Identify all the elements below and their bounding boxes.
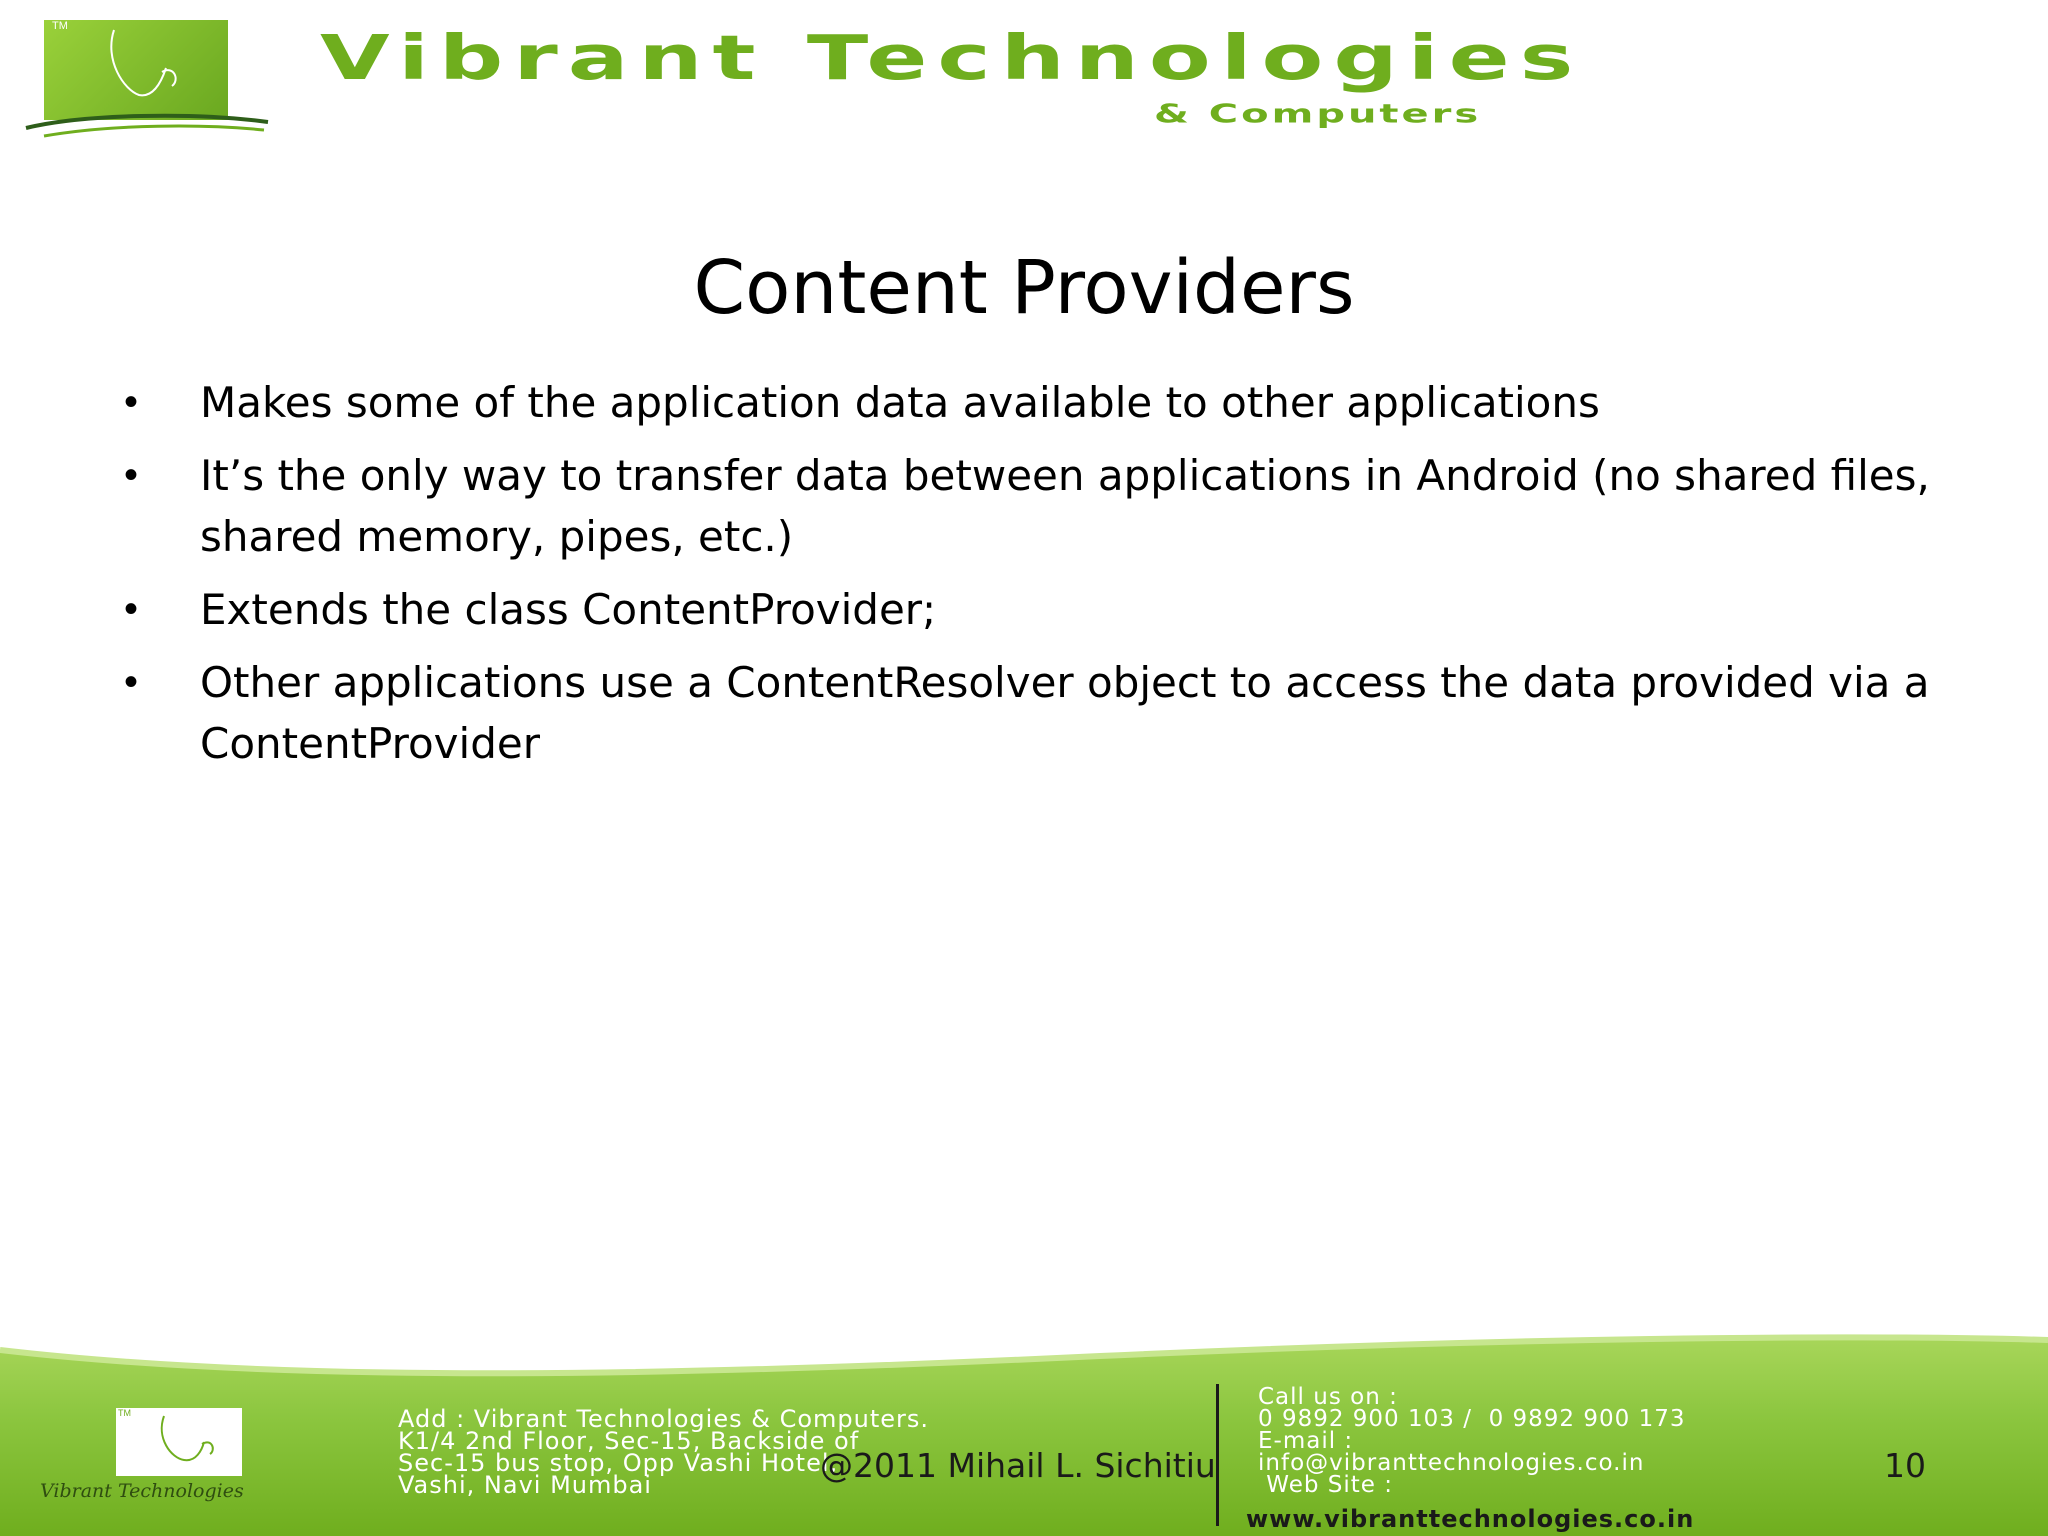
bullet-item <box>120 445 1940 567</box>
bullet-icon: • <box>124 660 139 704</box>
footer-logo <box>116 1408 242 1476</box>
bullet-icon: • <box>124 587 139 631</box>
copyright-text: @2011 Mihail L. Sichitiu <box>820 1446 1216 1485</box>
bullet-item <box>120 372 1940 433</box>
footer-contact: Call us on : 0 9892 900 103 / 0 9892 900 173 E-mail : info@vibranttechnologies.co.in Web Site : <box>1258 1384 1686 1498</box>
bullet-text: Makes some of the application data available to other applications <box>200 378 1600 427</box>
footer-website: www.vibranttechnologies.co.in <box>1246 1505 1695 1533</box>
footer-divider <box>1216 1384 1219 1526</box>
company-logo <box>44 20 228 120</box>
bullet-icon: • <box>124 380 139 424</box>
bullet-text: It’s the only way to transfer data between applications in Android (no shared files, shared memory, pipes, etc.) <box>200 451 1930 561</box>
slide-title: Content Providers <box>693 245 1355 331</box>
footer-address: Add : Vibrant Technologies & Computers. K1/4 2nd Floor, Sec-15, Backside of Sec-15 bus stop, Opp Vashi Hotel, Vashi, Navi Mumbai <box>398 1405 930 1499</box>
footer-logo-mark-icon <box>116 1408 242 1476</box>
bullet-list <box>120 372 1940 786</box>
page-number: 10 <box>1884 1446 1926 1485</box>
slide-footer <box>0 1330 2048 1536</box>
bullet-icon: • <box>124 453 139 497</box>
brand-subtitle: & Computers <box>1154 99 1482 129</box>
bullet-text: Other applications use a ContentResolver object to access the data provided via a ContentProvider <box>200 658 1930 768</box>
logo-swoosh-icon <box>24 108 270 142</box>
footer-trademark-label: TM <box>118 1408 131 1418</box>
logo-mark-icon <box>44 20 228 120</box>
brand-name: Vibrant Technologies <box>320 22 1584 94</box>
bullet-text: Extends the class ContentProvider; <box>200 585 937 634</box>
bullet-item <box>120 652 1940 774</box>
footer-logo-text: Vibrant Technologies <box>40 1480 244 1502</box>
slide-header <box>0 0 2048 150</box>
footer-wave-background <box>0 1330 2048 1536</box>
trademark-label: TM <box>52 20 68 32</box>
bullet-item <box>120 579 1940 640</box>
